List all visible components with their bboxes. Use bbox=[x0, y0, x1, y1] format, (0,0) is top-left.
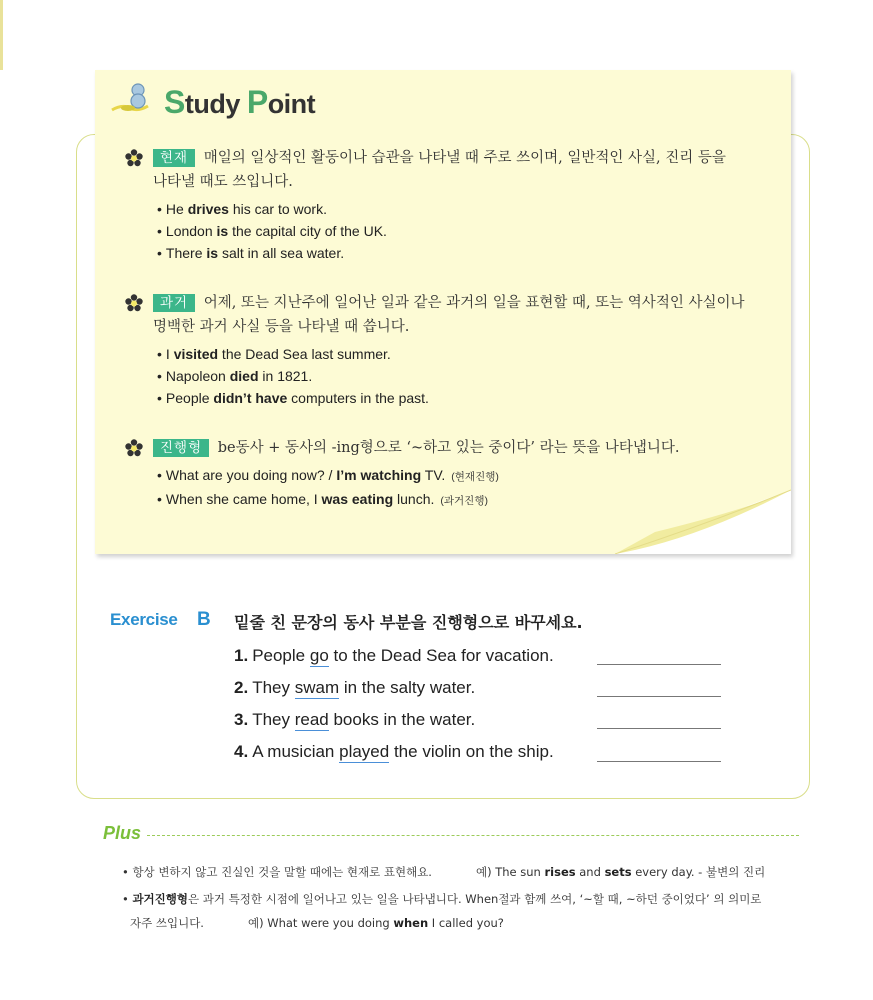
section-present bbox=[125, 146, 775, 264]
underlined-verb: played bbox=[339, 742, 390, 761]
number-three-icon bbox=[108, 82, 152, 118]
exercise-instruction: 밑줄 친 문장의 동사 부분을 진행형으로 바꾸세요. bbox=[234, 613, 583, 632]
underlined-verb: swam bbox=[294, 678, 340, 697]
list-item: • London is the capital city of the UK. bbox=[157, 223, 387, 239]
plus-item-2: • 과거진행형은 과거 특정한 시점에 일어나고 있는 일을 나타냅니다. When절과 함께 쓰여, ‘~할 때, ~하던 중이었다’ 의 의미로 bbox=[122, 892, 762, 906]
present-desc-1: 매일의 일상적인 활동이나 습관을 나타낼 때 주로 쓰이며, 일반적인 사실, 진리 등을 bbox=[203, 150, 726, 166]
tag-present: 현재 bbox=[153, 149, 195, 167]
question-4: 4. A musician played the violin on the ship. bbox=[234, 742, 554, 761]
underlined-verb: go bbox=[309, 646, 329, 665]
answer-blank-3[interactable] bbox=[597, 728, 721, 729]
list-item: • When she came home, I was eating lunch. (과거진행) bbox=[157, 491, 488, 507]
tag-past: 과거 bbox=[153, 294, 195, 312]
list-item: • There is salt in all sea water. bbox=[157, 245, 345, 261]
progressive-desc-1: be동사 + 동사의 -ing형으로 ‘~하고 있는 중이다’ 라는 뜻을 나타냅니다. bbox=[217, 440, 680, 456]
plus-label: Plus bbox=[103, 823, 142, 843]
list-item: • He drives his car to work. bbox=[157, 201, 327, 217]
title-rest-1: tudy bbox=[184, 89, 247, 119]
question-3: 3. They read books in the water. bbox=[234, 710, 476, 729]
plus-item-2-line2: 자주 쓰입니다. 예) What were you doing when I called you? bbox=[130, 916, 504, 930]
underlined-verb: read bbox=[294, 710, 329, 729]
answer-blank-4[interactable] bbox=[597, 761, 721, 762]
list-item: • People didn’t have computers in the past. bbox=[157, 390, 429, 406]
answer-blank-2[interactable] bbox=[597, 696, 721, 697]
corner-mark bbox=[0, 0, 3, 70]
list-item: • I visited the Dead Sea last summer. bbox=[157, 346, 391, 362]
question-1: 1. People go to the Dead Sea for vacation. bbox=[234, 646, 554, 665]
question-2: 2. They swam in the salty water. bbox=[234, 678, 476, 697]
exercise-label: Exercise bbox=[110, 610, 178, 629]
plus-divider bbox=[147, 835, 799, 836]
answer-blank-1[interactable] bbox=[597, 664, 721, 665]
list-item: • What are you doing now? / I’m watching TV. (현재진행) bbox=[157, 467, 499, 483]
section-past bbox=[125, 291, 775, 409]
flower-icon bbox=[125, 294, 143, 312]
title-first-letter: S bbox=[164, 84, 185, 120]
list-item: • Napoleon died in 1821. bbox=[157, 368, 313, 384]
flower-icon bbox=[125, 439, 143, 457]
title-rest-2: oint bbox=[267, 89, 316, 119]
plus-item-1: • 항상 변하지 않고 진실인 것을 말할 때에는 현재로 표현해요. 예) The sun rises and sets every day. - 불변의 진리 bbox=[122, 865, 766, 879]
tag-progressive: 진행형 bbox=[153, 439, 209, 457]
title-second-letter: P bbox=[246, 84, 268, 120]
section-progressive bbox=[125, 436, 775, 512]
exercise-letter: B bbox=[197, 609, 211, 630]
present-desc-2: 나타낼 때도 쓰입니다. bbox=[153, 174, 293, 190]
past-desc-1: 어제, 또는 지난주에 일어난 일과 같은 과거의 일을 표현할 때, 또는 역사적인 사실이나 bbox=[203, 295, 745, 311]
past-desc-2: 명백한 과거 사실 등을 나타낼 때 씁니다. bbox=[153, 319, 410, 335]
flower-icon bbox=[125, 149, 143, 167]
